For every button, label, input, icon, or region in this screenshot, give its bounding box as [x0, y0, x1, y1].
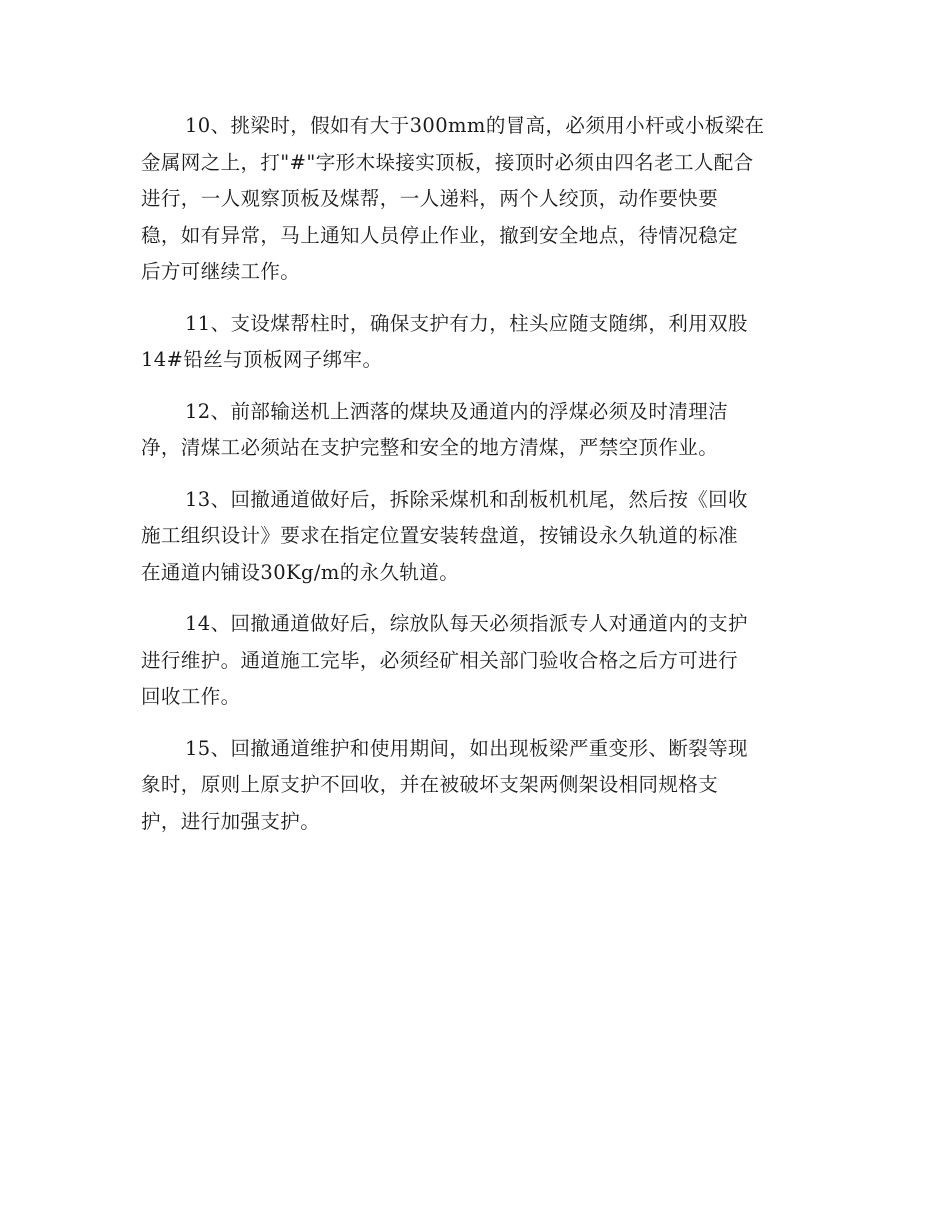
paragraph-line: 10、挑梁时，假如有大于300mm的冒高，必须用小杆或小板梁在 — [185, 114, 765, 137]
paragraph-line: 14#铅丝与顶板网子绑牢。 — [141, 348, 383, 371]
paragraph-line: 后方可继续工作。 — [141, 260, 301, 283]
paragraph-line: 回收工作。 — [141, 685, 241, 708]
paragraph-line: 15、回撤通道维护和使用期间，如出现板梁严重变形、断裂等现 — [185, 736, 748, 760]
paragraph-item-11 — [141, 306, 806, 379]
paragraph-line: 金属网之上，打"#"字形木垛接实顶板，接顶时必须由四名老工人配合 — [141, 150, 754, 174]
paragraph-line: 12、前部输送机上洒落的煤块及通道内的浮煤必须及时清理洁 — [185, 399, 729, 423]
paragraph-item-15 — [141, 731, 806, 841]
paragraph-line: 13、回撤通道做好后，拆除采煤机和刮板机机尾，然后按《回收 — [185, 487, 748, 511]
paragraph-line: 进行，一人观察顶板及煤帮，一人递料，两个人绞顶，动作要快要 — [141, 187, 719, 210]
paragraph-line: 14、回撤通道做好后，综放队每天必须指派专人对通道内的支护 — [185, 612, 748, 635]
paragraph-line: 施工组织设计》要求在指定位置安装转盘道，按铺设永久轨道的标准 — [141, 524, 739, 547]
paragraph-line: 稳，如有异常，马上通知人员停止作业，撤到安全地点，待情况稳定 — [141, 223, 739, 247]
paragraph-line: 进行维护。通道施工完毕，必须经矿相关部门验收合格之后方可进行 — [141, 648, 739, 672]
paragraph-line: 净，清煤工必须站在支护完整和安全的地方清煤，严禁空顶作业。 — [141, 436, 719, 459]
paragraph-item-13 — [141, 482, 806, 592]
document-body — [141, 108, 806, 855]
paragraph-item-12 — [141, 394, 806, 467]
paragraph-line: 在通道内铺设30Kg/m的永久轨道。 — [141, 560, 460, 584]
paragraph-line: 护，进行加强支护。 — [141, 809, 321, 833]
paragraph-line: 象时，原则上原支护不回收，并在被破坏支架两侧架设相同规格支 — [141, 773, 719, 796]
paragraph-item-10 — [141, 108, 806, 291]
paragraph-item-14 — [141, 606, 806, 716]
paragraph-line: 11、支设煤帮柱时，确保支护有力，柱头应随支随绑，利用双股 — [185, 311, 748, 335]
